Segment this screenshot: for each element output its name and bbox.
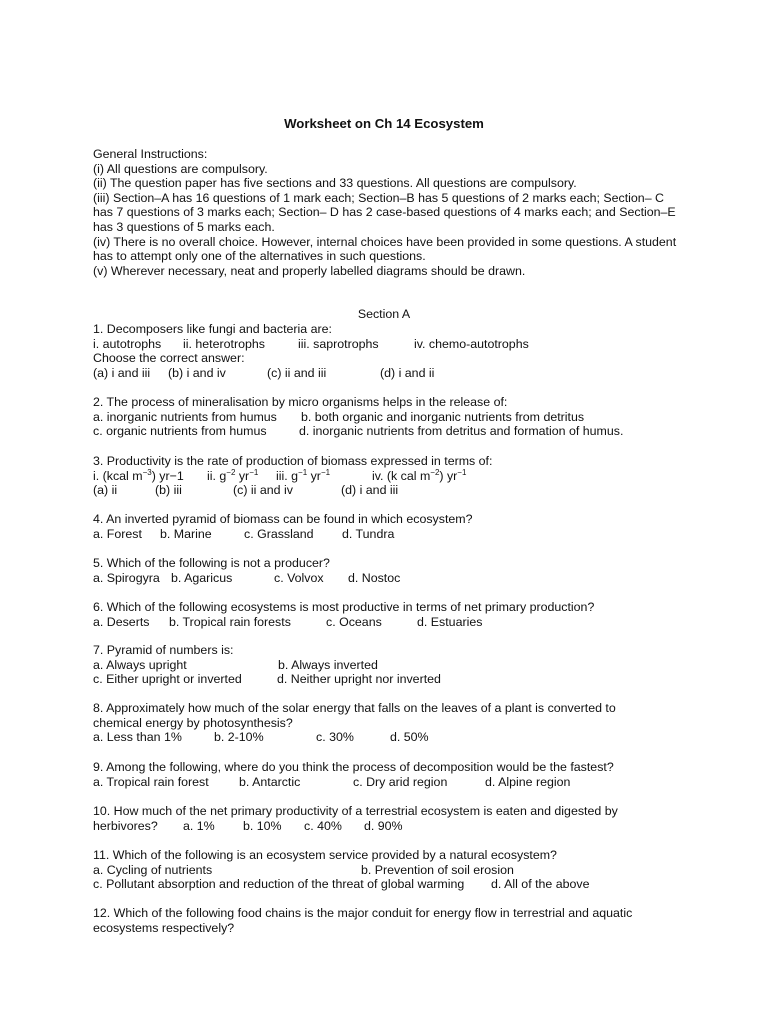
question-8 <box>93 701 683 745</box>
option: b. 2-10% <box>214 730 264 745</box>
option: iii. $g^{-1}$ $yr^{-1}$ <box>276 467 331 483</box>
option: i. (kcal $m^{-3}$) yr−1 <box>93 467 184 483</box>
option-row <box>93 615 683 630</box>
option-row <box>93 877 683 892</box>
option-row <box>93 658 683 673</box>
answer-option: (b) iii <box>155 483 182 498</box>
answer-option: (a) ii <box>93 483 118 498</box>
question-3 <box>93 454 683 498</box>
question-text: 6. Which of the following ecosystems is most productive in terms of net primary production? <box>93 600 595 614</box>
question-9 <box>93 760 683 789</box>
option: iii. saprotrophs <box>298 336 379 351</box>
general-instructions <box>93 147 683 278</box>
question-2 <box>93 395 683 439</box>
option: a. Tropical rain forest <box>93 774 209 789</box>
option: c. organic nutrients from humus <box>93 424 267 439</box>
option: iv. (k cal $m^{-2}$) $yr^{-1}$ <box>372 467 467 483</box>
option: a. 1% <box>183 818 215 833</box>
option: b. both organic and inorganic nutrients from detritus <box>301 409 585 424</box>
option: d. Estuaries <box>417 614 483 629</box>
option: a. Always upright <box>93 657 187 672</box>
question-text: 2. The process of mineralisation by micro organisms helps in the release of: <box>93 395 508 409</box>
option: i. autotrophs <box>93 336 162 351</box>
question-text: 5. Which of the following is not a producer? <box>93 556 330 570</box>
question-10 <box>93 804 683 833</box>
option: d. 50% <box>390 730 429 745</box>
option-row <box>93 775 683 790</box>
question-11 <box>93 848 683 892</box>
option: b. Always inverted <box>278 657 378 672</box>
option: c. Oceans <box>326 614 382 629</box>
question-4 <box>93 512 683 541</box>
option-row <box>93 337 683 352</box>
option-row <box>93 672 683 687</box>
question-text: 3. Productivity is the rate of production of biomass expressed in terms of: <box>93 454 493 468</box>
question-6 <box>93 600 683 629</box>
option-row <box>93 527 683 542</box>
option: d. Alpine region <box>485 774 571 789</box>
question-text: chemical energy by photosynthesis? <box>93 715 293 730</box>
option: d. All of the above <box>491 877 590 892</box>
option-row <box>93 410 683 425</box>
option: a. Cycling of nutrients <box>93 862 213 877</box>
option: d. Tundra <box>342 526 395 541</box>
option: c. Pollutant absorption and reduction of the threat of global warming <box>93 877 465 892</box>
option: d. inorganic nutrients from detritus and formation of humus. <box>299 424 624 439</box>
option: d. Nostoc <box>348 570 401 585</box>
option-row <box>93 571 683 586</box>
question-1 <box>93 322 683 380</box>
question-text: 4. An inverted pyramid of biomass can be found in which ecosystem? <box>93 512 473 526</box>
question-text: 9. Among the following, where do you think the process of decomposition would be the fastest? <box>93 760 614 774</box>
answer-option: (a) i and iii <box>93 365 151 380</box>
question-text: 8. Approximately how much of the solar energy that falls on the leaves of a plant is converted to <box>93 701 616 715</box>
question-prompt: Choose the correct answer: <box>93 351 245 366</box>
instructions-heading: General Instructions: <box>93 147 208 161</box>
instruction-item: (v) Wherever necessary, neat and properly labelled diagrams should be drawn. <box>93 263 526 278</box>
answer-option: (d) i and iii <box>341 483 399 498</box>
option-row <box>93 424 683 439</box>
question-text: 1. Decomposers like fungi and bacteria are: <box>93 322 332 336</box>
option: c. Dry arid region <box>353 774 448 789</box>
option: b. 10% <box>243 818 282 833</box>
question-text: 10. How much of the net primary productivity of a terrestrial ecosystem is eaten and digested by <box>93 804 618 818</box>
option: ii. $g^{-2}$ $yr^{-1}$ <box>207 467 259 483</box>
option: iv. chemo-autotrophs <box>414 336 529 351</box>
answer-option: (b) i and iv <box>168 365 226 380</box>
question-text: 7. Pyramid of numbers is: <box>93 643 234 657</box>
option: a. Less than 1% <box>93 730 182 745</box>
option: a. inorganic nutrients from humus <box>93 409 277 424</box>
option: a. Spirogyra <box>93 570 160 585</box>
option-row <box>93 469 683 484</box>
instruction-item: (iv) There is no overall choice. However, internal choices have been provided in some questions. A student has to attempt only one of the alternatives in such questions. <box>93 234 677 264</box>
question-5 <box>93 556 683 585</box>
option: ii. heterotrophs <box>183 336 265 351</box>
option: b. Marine <box>160 526 212 541</box>
question-7 <box>93 643 683 687</box>
instruction-item: (i) All questions are compulsory. <box>93 161 268 176</box>
answer-option: (c) ii and iv <box>233 483 293 498</box>
page-title: Worksheet on Ch 14 Ecosystem <box>284 116 484 131</box>
answer-option: (d) i and ii <box>380 365 435 380</box>
question-12 <box>93 906 683 935</box>
question-text: herbivores? <box>93 818 158 833</box>
answer-option: (c) ii and iii <box>267 365 327 380</box>
section-a-heading: Section A <box>357 307 411 321</box>
option: d. Neither upright nor inverted <box>277 672 441 687</box>
option: b. Antarctic <box>239 774 301 789</box>
option: c. Either upright or inverted <box>93 672 242 687</box>
option: b. Tropical rain forests <box>169 614 291 629</box>
option: c. 40% <box>304 818 342 833</box>
instruction-item: (iii) Section–A has 16 questions of 1 mark each; Section–B has 5 questions of 2 marks each; Section– C has 7 questions of 3 marks each; Section– D has 2 case-based questions of 4 marks each; and Section–E has 3 questions of 5 marks each. <box>93 190 676 234</box>
option-row <box>93 730 683 745</box>
option: c. Grassland <box>244 526 314 541</box>
option: b. Prevention of soil erosion <box>361 862 514 877</box>
question-text: ecosystems respectively? <box>93 920 235 935</box>
question-text: 11. Which of the following is an ecosystem service provided by a natural ecosystem? <box>93 848 557 862</box>
option-row <box>93 863 683 878</box>
option: d. 90% <box>364 818 403 833</box>
option: a. Forest <box>93 526 142 541</box>
option: b. Agaricus <box>171 570 233 585</box>
option-row <box>93 819 683 834</box>
option: a. Deserts <box>93 614 150 629</box>
answer-row <box>93 483 683 498</box>
option: c. 30% <box>316 730 354 745</box>
answer-row <box>93 366 683 381</box>
instruction-item: (ii) The question paper has five sections and 33 questions. All questions are compulsory. <box>93 176 577 191</box>
question-text: 12. Which of the following food chains is the major conduit for energy flow in terrestrial and aquatic <box>93 906 633 920</box>
option: c. Volvox <box>274 570 324 585</box>
